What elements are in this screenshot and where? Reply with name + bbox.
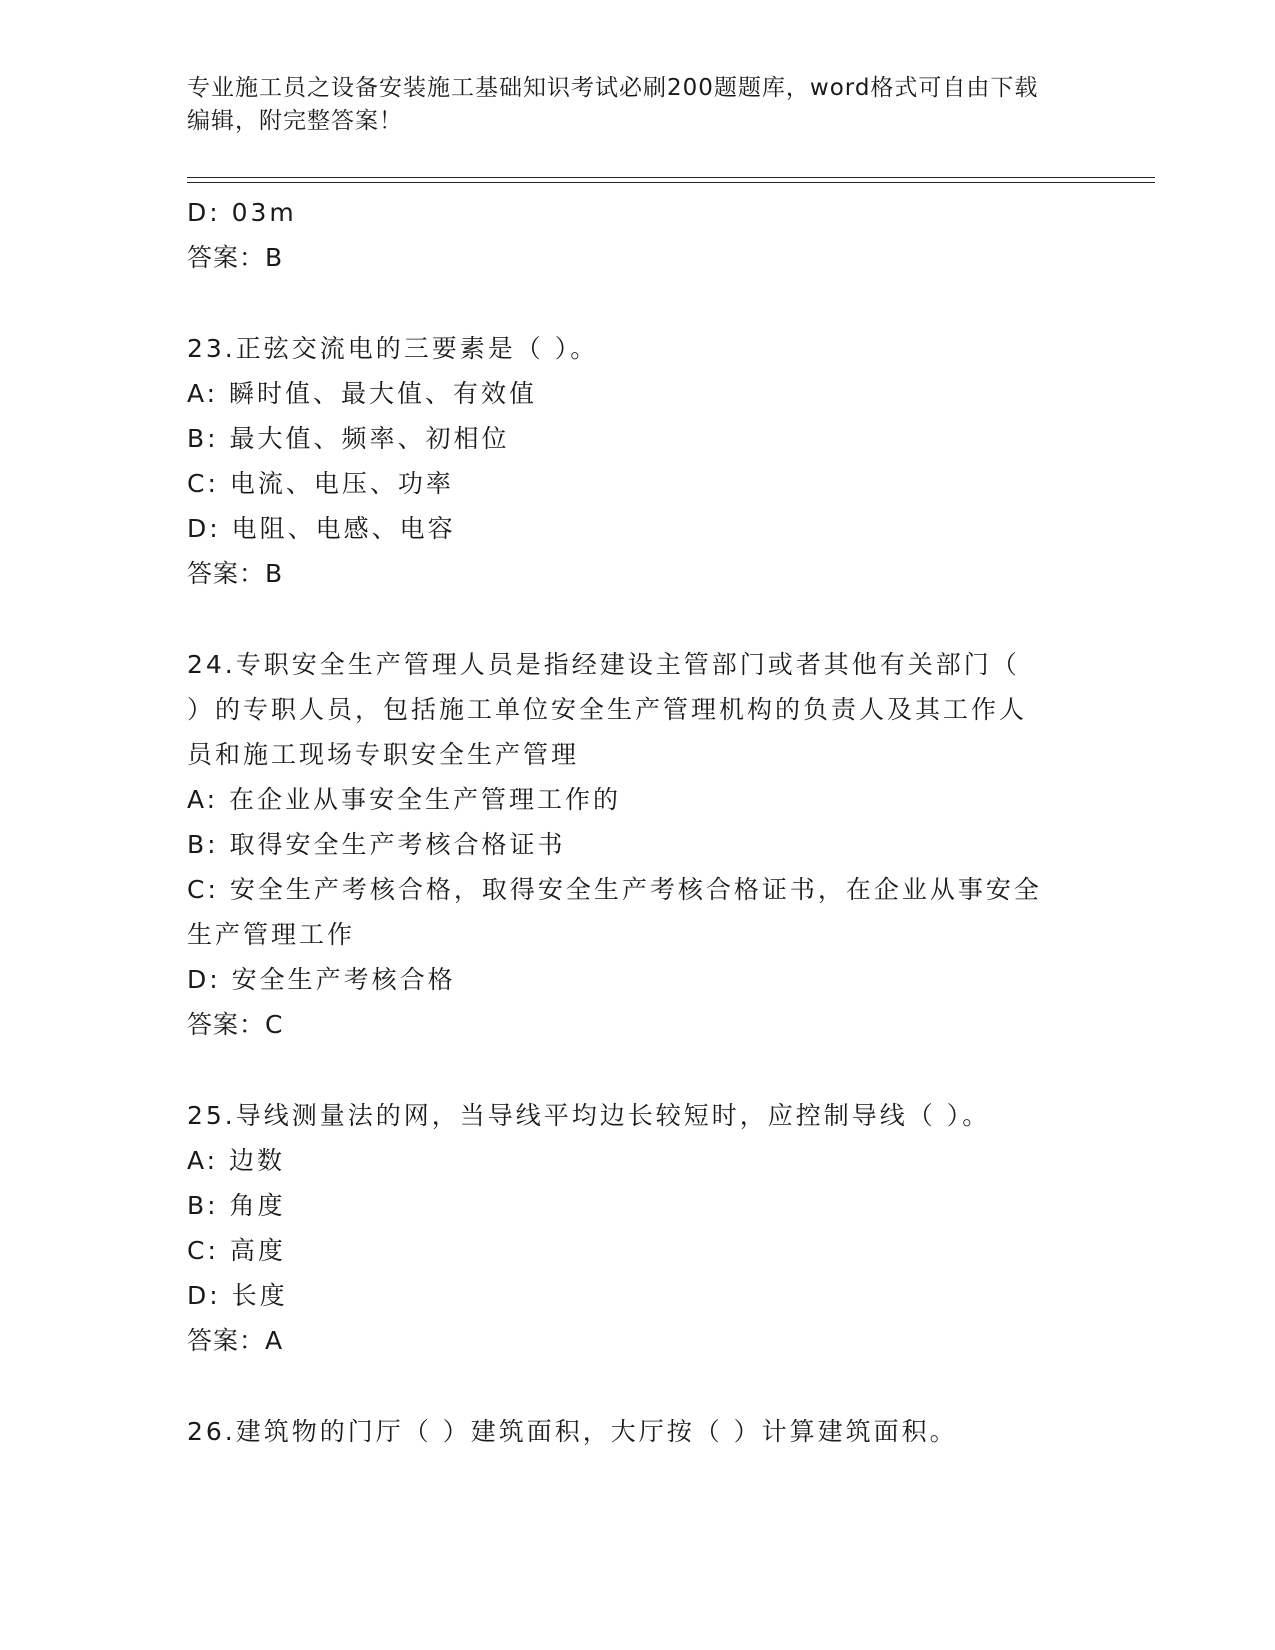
option-c-line-1: C: 安全生产考核合格，取得安全生产考核合格证书，在企业从事安全 [187,875,1042,904]
document-header [187,72,1087,138]
header-divider-bottom [187,182,1155,183]
option-c: C: 高度 [187,1236,286,1265]
question-24 [187,642,1087,1047]
question-stem: 25.导线测量法的网，当导线平均边长较短时，应控制导线（ ）。 [187,1101,991,1130]
answer: 答案：B [187,559,284,588]
option-c-line-2: 生产管理工作 [187,920,356,949]
option-a: A: 在企业从事安全生产管理工作的 [187,785,622,814]
option-a: A: 边数 [187,1146,286,1175]
option-d: D: 安全生产考核合格 [187,965,456,994]
question-26 [187,1409,1087,1454]
answer: 答案：C [187,1010,284,1039]
option-b: B: 最大值、频率、初相位 [187,424,510,453]
option-b: B: 角度 [187,1191,286,1220]
option-c: C: 电流、电压、功率 [187,469,454,498]
question-list [187,190,1087,1454]
option-d: D: 长度 [187,1281,288,1310]
option-a: A: 瞬时值、最大值、有效值 [187,379,538,408]
option-d: D: 03m [187,198,297,227]
header-line-1: 专业施工员之设备安装施工基础知识考试必刷200题题库，word格式可自由下载 [187,75,1039,101]
question-stem: 26.建筑物的门厅（ ）建筑面积，大厅按（ ）计算建筑面积。 [187,1417,958,1446]
question-22-tail [187,190,1087,280]
header-line-2: 编辑，附完整答案！ [187,108,403,134]
option-d: D: 电阻、电感、电容 [187,514,456,543]
question-stem-line-1: 24.专职安全生产管理人员是指经建设主管部门或者其他有关部门（ [187,650,1020,679]
option-b: B: 取得安全生产考核合格证书 [187,830,566,859]
header-divider-top [187,177,1155,178]
question-stem-line-2: ）的专职人员，包括施工单位安全生产管理机构的负责人及其工作人 [187,695,1028,724]
question-stem-line-3: 员和施工现场专职安全生产管理 [187,740,580,769]
answer: 答案：A [187,1326,284,1355]
question-23 [187,326,1087,596]
answer: 答案：B [187,243,284,272]
question-stem: 23.正弦交流电的三要素是（ ）。 [187,334,599,363]
question-25 [187,1093,1087,1363]
